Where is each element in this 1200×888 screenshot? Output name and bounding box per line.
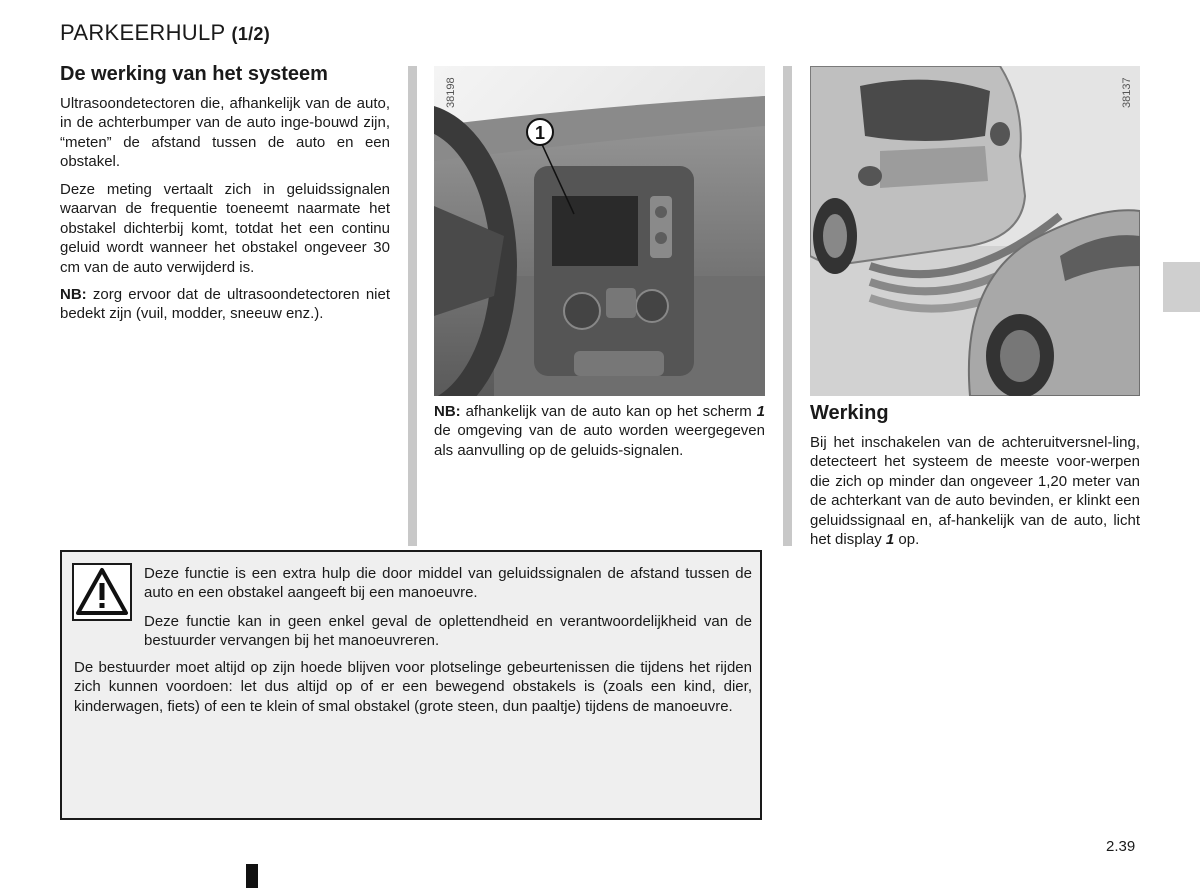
page-title-text: PARKEERHULP — [60, 20, 226, 45]
warning-box — [60, 550, 762, 820]
paragraph-measurement: Deze meting vertaalt zich in geluidssignalen waarvan de frequentie toeneemt naarmate het obstakel dichterbij komt, totdat het een continu geluid wordt wanneer het obstakel ongeveer 30 cm van de auto verwijderd is. — [60, 181, 390, 276]
note-left-text: zorg ervoor dat de ultrasoondetectoren niet bedekt zijn (vuil, modder, sneeuw enz.). — [60, 286, 390, 323]
page-title-suffix: (1/2) — [231, 24, 271, 44]
note-middle-ref: 1 — [756, 403, 765, 420]
page-number: 2.39 — [1106, 838, 1136, 855]
page-title — [60, 20, 270, 46]
warning-line-1: Deze functie is een extra hulp die door middel van geluidssignalen de afstand tussen de auto en een obstakel aangeeft bij een manoeuvre. — [144, 565, 752, 602]
section-heading-operation: De werking van het systeem — [60, 63, 328, 85]
column-divider-left — [408, 66, 417, 546]
dashboard-illustration — [434, 66, 765, 396]
section-heading-working: Werking — [810, 402, 889, 424]
parking-illustration — [810, 66, 1140, 396]
parking-figure — [810, 66, 1140, 396]
figure-number-dashboard: 38198 — [445, 77, 457, 108]
note-middle-text-2: de omgeving van de auto worden weergegeven als aanvulling op de geluids-signalen. — [434, 422, 765, 459]
paragraph-working-ref: 1 — [885, 531, 895, 549]
dashboard-figure — [434, 66, 765, 396]
warning-triangle-icon — [72, 563, 132, 621]
note-left-label: NB: — [60, 286, 87, 303]
note-middle-text-1: afhankelijk van de auto kan op het scherm — [460, 403, 757, 420]
note-middle — [434, 402, 765, 460]
column-divider-right — [783, 66, 792, 546]
figure-number-parking: 38137 — [1121, 77, 1133, 108]
callout-number: 1 — [534, 123, 546, 143]
warning-line-3: De bestuurder moet altijd op zijn hoede blijven voor plotselinge gebeurtenissen die tijdens het rijden zich kunnen voordoen: let dus altijd op of er een bewegend obstakels is (zoals een kind, dier, kinderwagen, fiets) of een te klein of smal obstakel (grote steen, dun paaltje) tijdens de manoeuvre. — [74, 659, 752, 715]
paragraph-intro: Ultrasoondetectoren die, afhankelijk van de auto, in de achterbumper van de auto inge-bouwd zijn, “meten” de afstand tussen de auto en een obstakel. — [60, 95, 390, 171]
print-mark — [246, 864, 258, 888]
chapter-tab — [1163, 262, 1200, 312]
paragraph-working — [810, 433, 1140, 549]
warning-line-2: Deze functie kan in geen enkel geval de oplettendheid en verantwoordelijkheid van de bestuurder vervangen bij het manoeuvreren. — [144, 613, 752, 650]
note-middle-label: NB: — [434, 403, 461, 420]
paragraph-working-text-2: op. — [894, 531, 920, 549]
paragraph-working-text-1: Bij het inschakelen van de achteruitversnel-ling, detecteert het systeem de meeste voor-werpen die zich op minder dan ongeveer 1,20 meter van de achterkant van de auto bevinden, er klinkt een geluidssignaal en, af-hankelijk van de auto, licht het display — [810, 434, 1140, 549]
note-left — [60, 285, 390, 324]
display-screen — [552, 196, 638, 266]
